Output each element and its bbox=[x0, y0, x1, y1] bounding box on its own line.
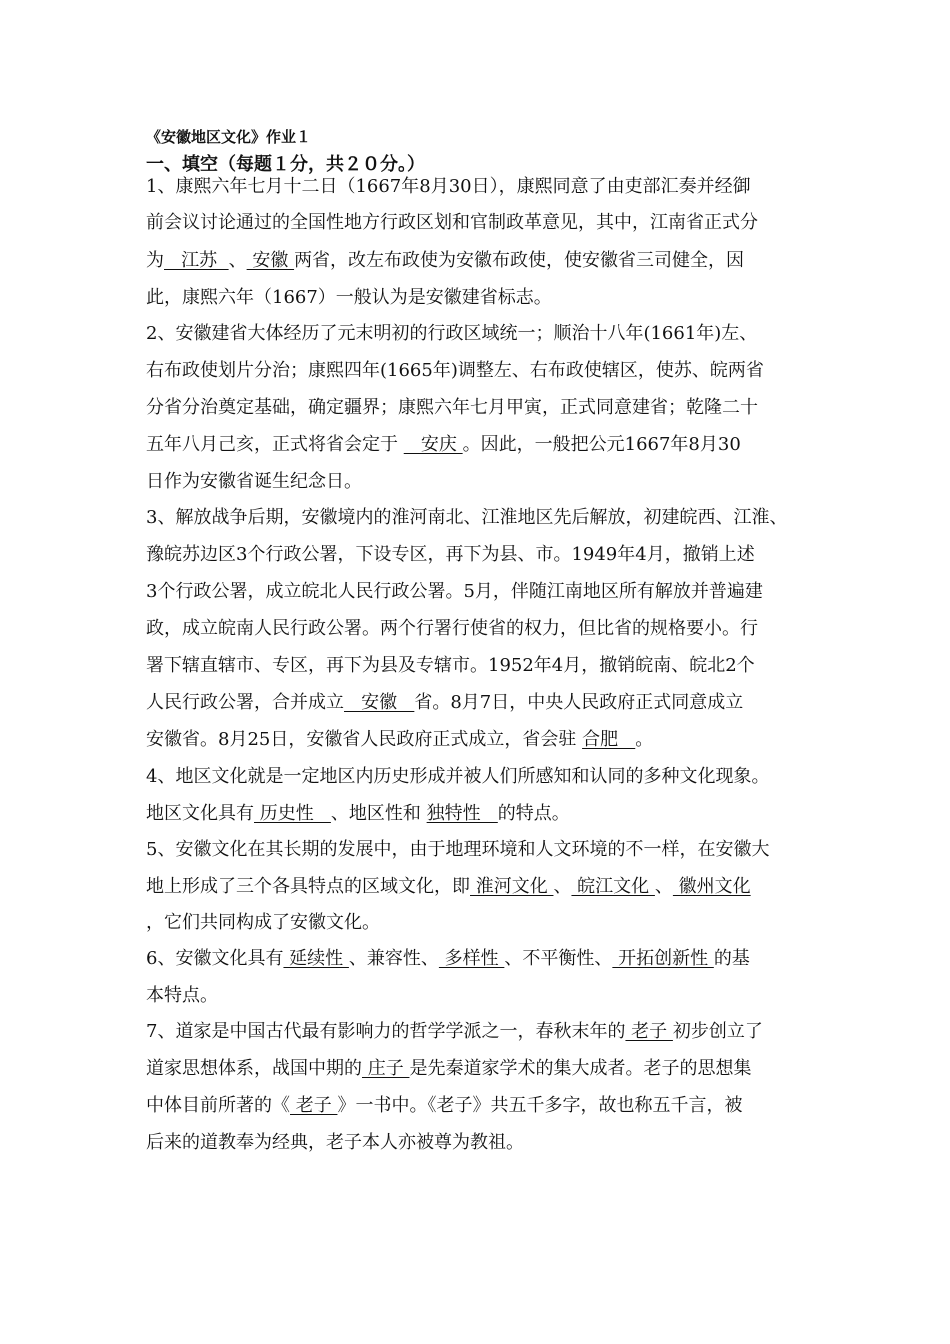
text: 、不平衡性、 bbox=[504, 948, 613, 969]
text: 道家思想体系，战国中期的 bbox=[146, 1058, 362, 1079]
q6-line-2: 本特点。 bbox=[146, 985, 218, 1006]
text: 、地区性和 bbox=[330, 803, 427, 824]
q2-line-1: 2、安徽建省大体经历了元末明初的行政区域统一；顺治十八年(1661年)左、 bbox=[146, 323, 758, 344]
q2-line-5: 日作为安徽省诞生纪念日。 bbox=[146, 471, 362, 492]
text: 、 bbox=[654, 876, 673, 897]
q7-line-3 bbox=[146, 1095, 742, 1117]
text: 为 bbox=[146, 250, 164, 271]
q3-line-1: 3、解放战争后期，安徽境内的淮河南北、江淮地区先后解放，初建皖西、江淮、 bbox=[146, 507, 788, 528]
text: 》一书中。《老子》共五千多字，故也称五千言，被 bbox=[337, 1095, 743, 1116]
q4-line-2 bbox=[146, 803, 570, 825]
q3-line-4: 政，成立皖南人民行政公署。两个行署行使省的权力，但比省的规格要小。行 bbox=[146, 618, 758, 639]
answer-blank: 徽州文化 bbox=[672, 876, 751, 897]
text: 地上形成了三个各具特点的区域文化，即 bbox=[146, 876, 470, 897]
q7-line-1 bbox=[146, 1021, 763, 1043]
q1-line-2: 前会议讨论通过的全国性地方行政区划和官制政革意见，其中，江南省正式分 bbox=[146, 212, 758, 233]
text: 。 bbox=[635, 729, 654, 750]
text: 安徽省。8月25日，安徽省人民政府正式成立，省会驻 bbox=[146, 729, 583, 750]
text: 人民行政公署，合并成立 bbox=[146, 692, 344, 713]
q7-line-2 bbox=[146, 1058, 751, 1080]
answer-blank: 独特性 bbox=[426, 803, 498, 824]
q4-line-1: 4、地区文化就是一定地区内历史形成并被人们所感知和认同的多种文化现象。 bbox=[146, 766, 770, 787]
document-title: 《安徽地区文化》作业１ bbox=[146, 128, 312, 146]
text: 7、道家是中国古代最有影响力的哲学学派之一，春秋末年的 bbox=[146, 1021, 626, 1042]
q1-line-1: 1、康熙六年七月十二日（1667年8月30日），康熙同意了由吏部汇奏并经御 bbox=[146, 176, 751, 197]
q2-line-2: 右布政使划片分治；康熙四年(1665年)调整左、右布政使辖区，使苏、皖两省 bbox=[146, 360, 764, 381]
text: 。因此，一般把公元1667年8月30 bbox=[462, 434, 741, 455]
q1-line-3 bbox=[146, 250, 744, 272]
q5-line-3: ，它们共同构成了安徽文化。 bbox=[146, 912, 380, 933]
q3-line-6 bbox=[146, 692, 743, 714]
text: 6、安徽文化具有 bbox=[146, 948, 284, 969]
text: 初步创立了 bbox=[672, 1021, 763, 1042]
q5-line-2 bbox=[146, 876, 751, 898]
text: 中体目前所著的《 bbox=[146, 1095, 290, 1116]
answer-blank: 开拓创新性 bbox=[612, 948, 714, 969]
q3-line-3: 3个行政公署，成立皖北人民行政公署。5月，伴随江南地区所有解放并普遍建 bbox=[146, 581, 763, 602]
text: 的基 bbox=[713, 948, 750, 969]
answer-blank: 老子 bbox=[290, 1095, 338, 1116]
section-heading: 一、填空（每题１分，共２０分。） bbox=[146, 154, 425, 175]
text: 、 bbox=[228, 250, 247, 271]
answer-blank: 庄子 bbox=[362, 1058, 410, 1079]
q6-line-1 bbox=[146, 948, 750, 970]
answer-blank: 延续性 bbox=[283, 948, 349, 969]
answer-blank: 合肥 bbox=[582, 729, 636, 750]
answer-blank: 安徽 bbox=[344, 692, 415, 713]
answer-blank: 安庆 bbox=[403, 434, 463, 455]
answer-blank: 老子 bbox=[625, 1021, 673, 1042]
answer-blank: 皖江文化 bbox=[571, 876, 655, 897]
text: 的特点。 bbox=[497, 803, 570, 824]
text: 是先秦道家学术的集大成者。老子的思想集 bbox=[409, 1058, 752, 1079]
text: 五年八月己亥，正式将省会定于 bbox=[146, 434, 404, 455]
answer-blank: 江苏 bbox=[164, 250, 229, 271]
text: 、 bbox=[553, 876, 572, 897]
answer-blank: 历史性 bbox=[254, 803, 331, 824]
q3-line-2: 豫皖苏边区3个行政公署，下设专区，再下为县、市。1949年4月，撤销上述 bbox=[146, 544, 755, 565]
answer-blank: 多样性 bbox=[438, 948, 505, 969]
text: 地区文化具有 bbox=[146, 803, 254, 824]
q2-line-4 bbox=[146, 434, 741, 456]
text: 省。8月7日，中央人民政府正式同意成立 bbox=[414, 692, 744, 713]
text: 两省，改左布政使为安徽布政使，使安徽省三司健全，因 bbox=[294, 250, 745, 271]
answer-blank: 淮河文化 bbox=[470, 876, 554, 897]
q2-line-3: 分省分治奠定基础，确定疆界；康熙六年七月甲寅，正式同意建省；乾隆二十 bbox=[146, 397, 758, 418]
q3-line-7 bbox=[146, 729, 653, 751]
q5-line-1: 5、安徽文化在其长期的发展中，由于地理环境和人文环境的不一样，在安徽大 bbox=[146, 839, 770, 860]
text: 、兼容性、 bbox=[348, 948, 439, 969]
q3-line-5: 署下辖直辖市、专区，再下为县及专辖市。1952年4月，撤销皖南、皖北2个 bbox=[146, 655, 755, 676]
q1-line-4: 此，康熙六年（1667）一般认为是安徽建省标志。 bbox=[146, 287, 552, 308]
answer-blank: 安徽 bbox=[246, 250, 295, 271]
q7-line-4: 后来的道教奉为经典，老子本人亦被尊为教祖。 bbox=[146, 1132, 524, 1153]
